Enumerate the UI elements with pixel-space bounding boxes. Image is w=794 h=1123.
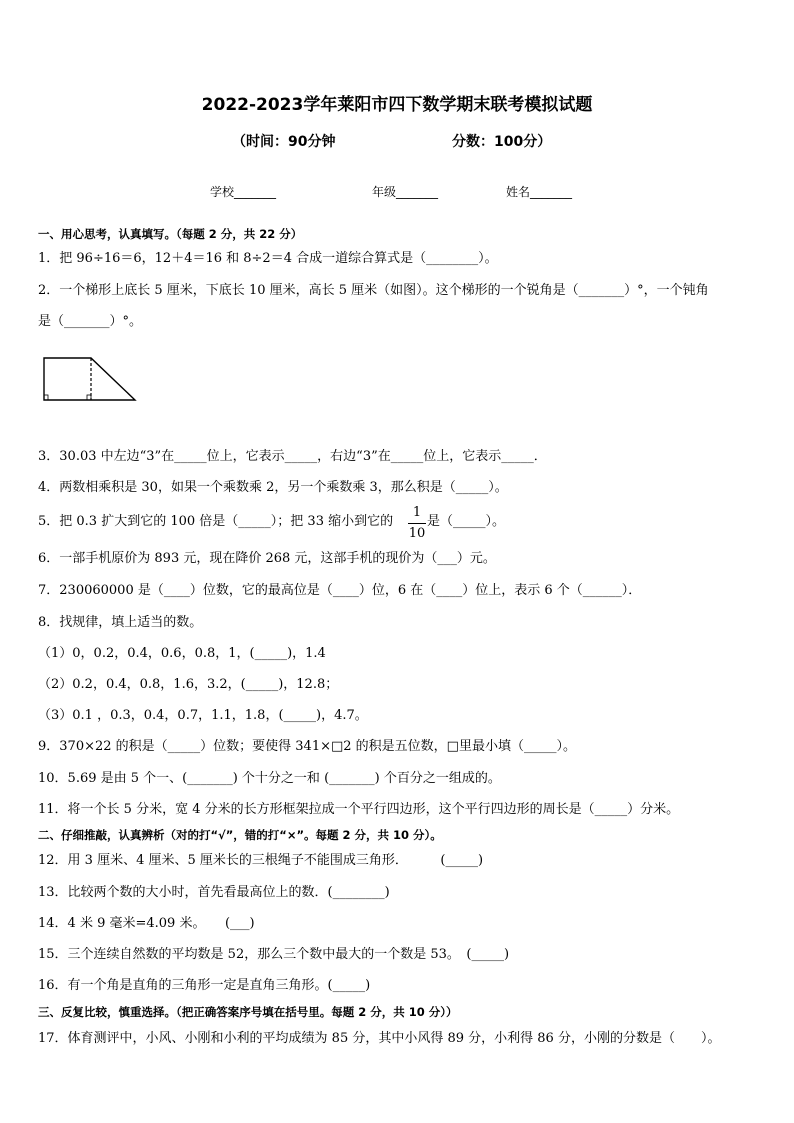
question-15: 15．三个连续自然数的平均数是 52，那么三个数中最大的一个数是 53。 (_____) [38, 947, 510, 962]
question-13: 13．比较两个数的大小时，首先看最高位上的数．(________) [38, 885, 390, 900]
school-field: 学校_______ [210, 185, 277, 199]
question-6: 6．一部手机原价为 893 元，现在降价 268 元，这部手机的现价为（___）元。 [38, 551, 496, 566]
fraction-bar [408, 523, 426, 524]
section-2-heading: 二、仔细推敲，认真辨析（对的打“√”，错的打“×”。每题 2 分，共 10 分）。 [38, 828, 442, 842]
exam-time: （时间：90分钟 [232, 134, 336, 150]
fraction-numerator: 1 [412, 505, 422, 520]
question-17: 17．体育测评中，小风、小刚和小利的平均成绩为 85 分，其中小风得 89 分，小利得 86 分，小刚的分数是（ ）。 [38, 1031, 721, 1046]
exam-title: 2022-2023学年莱阳市四下数学期末联考模拟试题 [201, 95, 593, 115]
question-1: 1．把 96÷16＝6，12＋4＝16 和 8÷2＝4 合成一道综合算式是（________）。 [38, 251, 498, 266]
question-8-1: （1）0，0.2，0.4，0.6，0.8，1，(_____)，1.4 [38, 646, 326, 661]
question-5-part-1: 5．把 0.3 扩大到它的 100 倍是（_____）；把 33 缩小到它的 [38, 514, 394, 529]
exam-score: 分数：100分） [452, 134, 552, 150]
question-2-line-1: 2．一个梯形上底长 5 厘米，下底长 10 厘米，高长 5 厘米（如图）。这个梯形的一个锐角是（_______）°，一个钝角 [38, 283, 709, 298]
question-4: 4．两数相乘积是 30，如果一个乘数乘 2，另一个乘数乘 3，那么积是（_____）。 [38, 480, 508, 495]
trapezoid-diagram [38, 350, 142, 406]
question-12: 12．用 3 厘米、4 厘米、5 厘米长的三根绳子不能围成三角形． (_____) [38, 853, 484, 868]
question-11: 11．将一个长 5 分米，宽 4 分米的长方形框架拉成一个平行四边形，这个平行四边形的周长是（_____）分米。 [38, 802, 680, 817]
fraction-denominator: 10 [408, 526, 426, 541]
section-1-heading: 一、用心思考，认真填写。（每题 2 分，共 22 分） [38, 227, 303, 241]
fraction-one-tenth [408, 505, 426, 542]
question-2-line-2: 是（_______）°。 [38, 314, 143, 329]
question-14: 14．4 米 9 毫米=4.09 米。 (___) [38, 916, 255, 931]
question-9: 9．370×22 的积是（_____）位数；要使得 341×□2 的积是五位数，□里最小填（_____）。 [38, 739, 576, 754]
question-3: 3．30.03 中左边“3”在_____位上，它表示_____，右边“3”在_____位上，它表示_____． [38, 449, 547, 464]
question-8-3: （3）0.1 ，0.3，0.4，0.7，1.1，1.8，(_____)，4.7。 [38, 708, 368, 723]
name-field: 姓名_______ [506, 185, 573, 199]
grade-field: 年级_______ [372, 185, 439, 199]
question-7: 7．230060000 是（____）位数，它的最高位是（____）位，6 在（____）位上，表示 6 个（______）． [38, 583, 642, 598]
question-5-part-2: 是（_____）。 [427, 514, 506, 529]
question-10: 10．5.69 是由 5 个一、(_______) 个十分之一和 (_______) 个百分之一组成的。 [38, 771, 501, 786]
question-16: 16．有一个角是直角的三角形一定是直角三角形。(_____) [38, 978, 371, 993]
question-8: 8．找规律，填上适当的数。 [38, 615, 203, 630]
section-3-heading: 三、反复比较，慎重选择。（把正确答案序号填在括号里。每题 2 分，共 10 分）） [38, 1005, 458, 1019]
question-8-2: （2）0.2，0.4，0.8，1.6，3.2，(_____)，12.8； [38, 677, 339, 692]
